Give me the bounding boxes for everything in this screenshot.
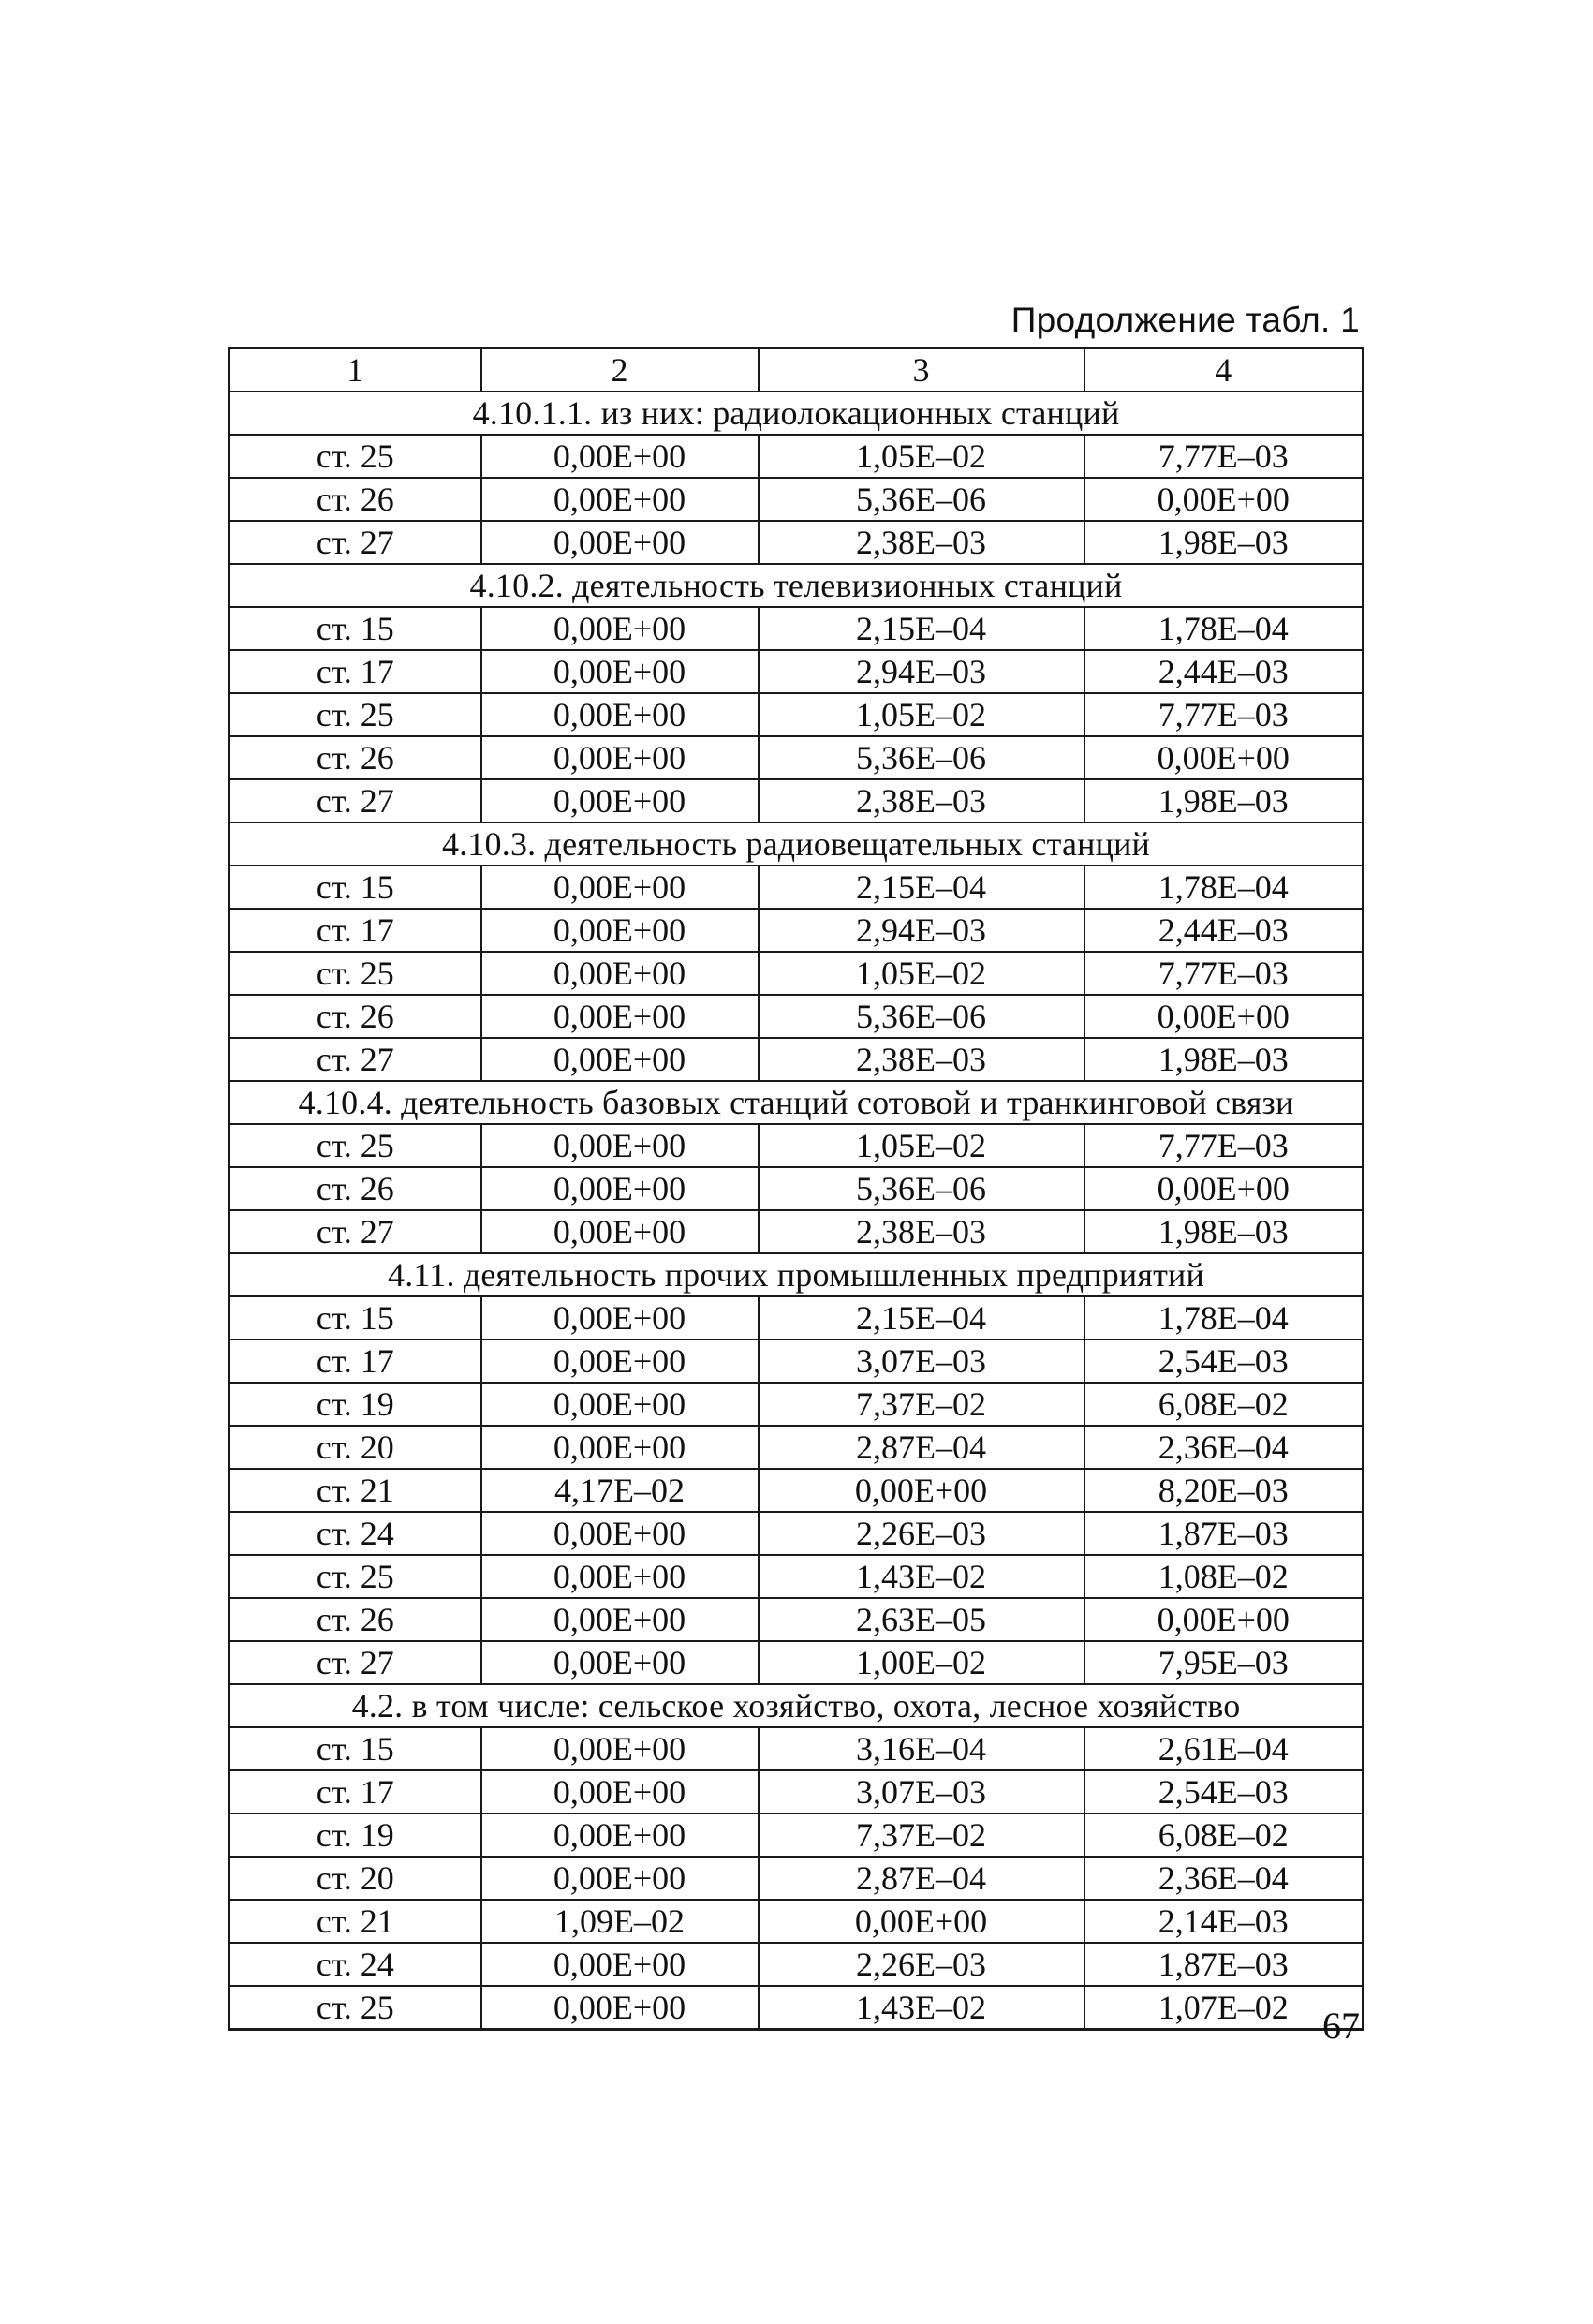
- row-label: ст. 17: [229, 1770, 481, 1813]
- row-label: ст. 26: [229, 995, 481, 1038]
- value-cell: 0,00E+00: [481, 1426, 759, 1469]
- row-label: ст. 15: [229, 1727, 481, 1770]
- value-cell: 0,00E+00: [481, 909, 759, 952]
- value-cell: 3,07E–03: [759, 1770, 1084, 1813]
- value-cell: 1,05E–02: [759, 1124, 1084, 1167]
- column-header: 2: [481, 348, 759, 392]
- table-row: [229, 952, 1364, 995]
- column-header: 3: [759, 348, 1084, 392]
- table-body: [229, 348, 1364, 2030]
- value-cell: 0,00E+00: [481, 1813, 759, 1857]
- section-title: 4.10.1.1. из них: радиолокационных станций: [229, 392, 1364, 435]
- value-cell: 0,00E+00: [481, 952, 759, 995]
- table-row: [229, 478, 1364, 521]
- value-cell: 2,44E–03: [1084, 909, 1364, 952]
- value-cell: 0,00E+00: [1084, 1598, 1364, 1641]
- value-cell: 0,00E+00: [481, 1943, 759, 1986]
- row-label: ст. 27: [229, 1038, 481, 1081]
- value-cell: 6,08E–02: [1084, 1383, 1364, 1426]
- table-row: [229, 1598, 1364, 1641]
- table-row: [229, 1210, 1364, 1253]
- value-cell: 0,00E+00: [1084, 1167, 1364, 1210]
- table-row: [229, 1857, 1364, 1900]
- value-cell: 0,00E+00: [1084, 478, 1364, 521]
- value-cell: 2,61E–04: [1084, 1727, 1364, 1770]
- section-title: 4.10.4. деятельность базовых станций сотовой и транкинговой связи: [229, 1081, 1364, 1124]
- table-row: [229, 866, 1364, 909]
- table-row: [229, 1900, 1364, 1943]
- value-cell: 2,94E–03: [759, 650, 1084, 693]
- value-cell: 0,00E+00: [481, 478, 759, 521]
- value-cell: 0,00E+00: [759, 1900, 1084, 1943]
- value-cell: 1,78E–04: [1084, 1296, 1364, 1340]
- value-cell: 0,00E+00: [481, 607, 759, 650]
- value-cell: 2,94E–03: [759, 909, 1084, 952]
- value-cell: 2,63E–05: [759, 1598, 1084, 1641]
- row-label: ст. 27: [229, 1641, 481, 1684]
- value-cell: 2,44E–03: [1084, 650, 1364, 693]
- section-row: [229, 564, 1364, 607]
- section-title: 4.10.2. деятельность телевизионных станций: [229, 564, 1364, 607]
- value-cell: 1,00E–02: [759, 1641, 1084, 1684]
- value-cell: 1,43E–02: [759, 1986, 1084, 2030]
- table-row: [229, 1296, 1364, 1340]
- row-label: ст. 25: [229, 1124, 481, 1167]
- value-cell: 0,00E+00: [1084, 736, 1364, 779]
- row-label: ст. 27: [229, 779, 481, 822]
- table-row: [229, 1727, 1364, 1770]
- table-row: [229, 607, 1364, 650]
- row-label: ст. 25: [229, 435, 481, 478]
- value-cell: 2,38E–03: [759, 1038, 1084, 1081]
- table-row: [229, 1813, 1364, 1857]
- value-cell: 1,98E–03: [1084, 1038, 1364, 1081]
- row-label: ст. 15: [229, 866, 481, 909]
- value-cell: 1,78E–04: [1084, 866, 1364, 909]
- value-cell: 0,00E+00: [481, 521, 759, 564]
- section-row: [229, 822, 1364, 866]
- row-label: ст. 21: [229, 1900, 481, 1943]
- value-cell: 2,87E–04: [759, 1426, 1084, 1469]
- table-row: [229, 1124, 1364, 1167]
- value-cell: 1,98E–03: [1084, 521, 1364, 564]
- table-row: [229, 1383, 1364, 1426]
- value-cell: 3,07E–03: [759, 1340, 1084, 1383]
- value-cell: 7,37E–02: [759, 1383, 1084, 1426]
- value-cell: 2,15E–04: [759, 866, 1084, 909]
- value-cell: 0,00E+00: [481, 435, 759, 478]
- table-row: [229, 779, 1364, 822]
- value-cell: 7,77E–03: [1084, 952, 1364, 995]
- value-cell: 0,00E+00: [481, 995, 759, 1038]
- row-label: ст. 25: [229, 952, 481, 995]
- value-cell: 0,00E+00: [481, 1770, 759, 1813]
- row-label: ст. 24: [229, 1943, 481, 1986]
- row-label: ст. 25: [229, 1986, 481, 2030]
- value-cell: 6,08E–02: [1084, 1813, 1364, 1857]
- value-cell: 5,36E–06: [759, 995, 1084, 1038]
- table-caption: Продолжение табл. 1: [1010, 301, 1360, 339]
- value-cell: 0,00E+00: [481, 779, 759, 822]
- value-cell: 0,00E+00: [481, 866, 759, 909]
- value-cell: 1,98E–03: [1084, 1210, 1364, 1253]
- value-cell: 0,00E+00: [481, 650, 759, 693]
- value-cell: 1,78E–04: [1084, 607, 1364, 650]
- row-label: ст. 26: [229, 736, 481, 779]
- value-cell: 7,77E–03: [1084, 1124, 1364, 1167]
- row-label: ст. 20: [229, 1857, 481, 1900]
- page-number: 67: [1322, 2005, 1360, 2047]
- table-row: [229, 1340, 1364, 1383]
- value-cell: 2,38E–03: [759, 779, 1084, 822]
- value-cell: 5,36E–06: [759, 1167, 1084, 1210]
- value-cell: 2,15E–04: [759, 1296, 1084, 1340]
- value-cell: 0,00E+00: [481, 736, 759, 779]
- row-label: ст. 25: [229, 1555, 481, 1598]
- value-cell: 1,87E–03: [1084, 1512, 1364, 1555]
- table-row: [229, 1986, 1364, 2030]
- value-cell: 1,09E–02: [481, 1900, 759, 1943]
- table-row: [229, 1167, 1364, 1210]
- value-cell: 2,38E–03: [759, 521, 1084, 564]
- table-row: [229, 435, 1364, 478]
- table-row: [229, 1555, 1364, 1598]
- value-cell: 1,05E–02: [759, 693, 1084, 736]
- value-cell: 0,00E+00: [481, 1296, 759, 1340]
- value-cell: 0,00E+00: [481, 1512, 759, 1555]
- row-label: ст. 15: [229, 1296, 481, 1340]
- row-label: ст. 26: [229, 1598, 481, 1641]
- section-row: [229, 1253, 1364, 1296]
- emissions-table: [228, 347, 1364, 2031]
- table-row: [229, 1469, 1364, 1512]
- value-cell: 5,36E–06: [759, 736, 1084, 779]
- table-row: [229, 1770, 1364, 1813]
- value-cell: 1,87E–03: [1084, 1943, 1364, 1986]
- value-cell: 0,00E+00: [481, 1038, 759, 1081]
- value-cell: 7,95E–03: [1084, 1641, 1364, 1684]
- row-label: ст. 15: [229, 607, 481, 650]
- row-label: ст. 17: [229, 1340, 481, 1383]
- column-header: 1: [229, 348, 481, 392]
- section-title: 4.10.3. деятельность радиовещательных станций: [229, 822, 1364, 866]
- row-label: ст. 27: [229, 1210, 481, 1253]
- table-row: [229, 1641, 1364, 1684]
- value-cell: 7,37E–02: [759, 1813, 1084, 1857]
- value-cell: 0,00E+00: [481, 1641, 759, 1684]
- value-cell: 0,00E+00: [759, 1469, 1084, 1512]
- value-cell: 2,54E–03: [1084, 1340, 1364, 1383]
- value-cell: 2,26E–03: [759, 1943, 1084, 1986]
- value-cell: 7,77E–03: [1084, 693, 1364, 736]
- section-row: [229, 1081, 1364, 1124]
- value-cell: 0,00E+00: [481, 1727, 759, 1770]
- value-cell: 0,00E+00: [1084, 995, 1364, 1038]
- value-cell: 3,16E–04: [759, 1727, 1084, 1770]
- value-cell: 2,54E–03: [1084, 1770, 1364, 1813]
- row-label: ст. 26: [229, 1167, 481, 1210]
- table-row: [229, 1426, 1364, 1469]
- value-cell: 0,00E+00: [481, 1986, 759, 2030]
- table-row: [229, 1943, 1364, 1986]
- value-cell: 0,00E+00: [481, 1857, 759, 1900]
- value-cell: 0,00E+00: [481, 1383, 759, 1426]
- value-cell: 5,36E–06: [759, 478, 1084, 521]
- value-cell: 0,00E+00: [481, 693, 759, 736]
- value-cell: 8,20E–03: [1084, 1469, 1364, 1512]
- value-cell: 1,05E–02: [759, 952, 1084, 995]
- value-cell: 2,15E–04: [759, 607, 1084, 650]
- value-cell: 2,26E–03: [759, 1512, 1084, 1555]
- column-header: 4: [1084, 348, 1364, 392]
- row-label: ст. 19: [229, 1383, 481, 1426]
- value-cell: 0,00E+00: [481, 1598, 759, 1641]
- value-cell: 2,36E–04: [1084, 1857, 1364, 1900]
- row-label: ст. 17: [229, 909, 481, 952]
- section-title: 4.2. в том числе: сельское хозяйство, охота, лесное хозяйство: [229, 1684, 1364, 1727]
- value-cell: 0,00E+00: [481, 1555, 759, 1598]
- table-row: [229, 650, 1364, 693]
- row-label: ст. 26: [229, 478, 481, 521]
- table-row: [229, 521, 1364, 564]
- section-title: 4.11. деятельность прочих промышленных предприятий: [229, 1253, 1364, 1296]
- value-cell: 7,77E–03: [1084, 435, 1364, 478]
- value-cell: 1,43E–02: [759, 1555, 1084, 1598]
- row-label: ст. 25: [229, 693, 481, 736]
- row-label: ст. 21: [229, 1469, 481, 1512]
- table-row: [229, 693, 1364, 736]
- value-cell: 0,00E+00: [481, 1124, 759, 1167]
- row-label: ст. 27: [229, 521, 481, 564]
- section-row: [229, 1684, 1364, 1727]
- value-cell: 1,08E–02: [1084, 1555, 1364, 1598]
- row-label: ст. 24: [229, 1512, 481, 1555]
- value-cell: 2,87E–04: [759, 1857, 1084, 1900]
- value-cell: 4,17E–02: [481, 1469, 759, 1512]
- table-row: [229, 995, 1364, 1038]
- row-label: ст. 17: [229, 650, 481, 693]
- row-label: ст. 19: [229, 1813, 481, 1857]
- table-row: [229, 1038, 1364, 1081]
- value-cell: 1,98E–03: [1084, 779, 1364, 822]
- value-cell: 1,07E–02: [1084, 1986, 1364, 2030]
- value-cell: 0,00E+00: [481, 1167, 759, 1210]
- header-row: [229, 348, 1364, 392]
- table-row: [229, 736, 1364, 779]
- value-cell: 2,36E–04: [1084, 1426, 1364, 1469]
- value-cell: 2,14E–03: [1084, 1900, 1364, 1943]
- value-cell: 2,38E–03: [759, 1210, 1084, 1253]
- value-cell: 0,00E+00: [481, 1340, 759, 1383]
- section-row: [229, 392, 1364, 435]
- table-row: [229, 909, 1364, 952]
- value-cell: 1,05E–02: [759, 435, 1084, 478]
- row-label: ст. 20: [229, 1426, 481, 1469]
- value-cell: 0,00E+00: [481, 1210, 759, 1253]
- table-row: [229, 1512, 1364, 1555]
